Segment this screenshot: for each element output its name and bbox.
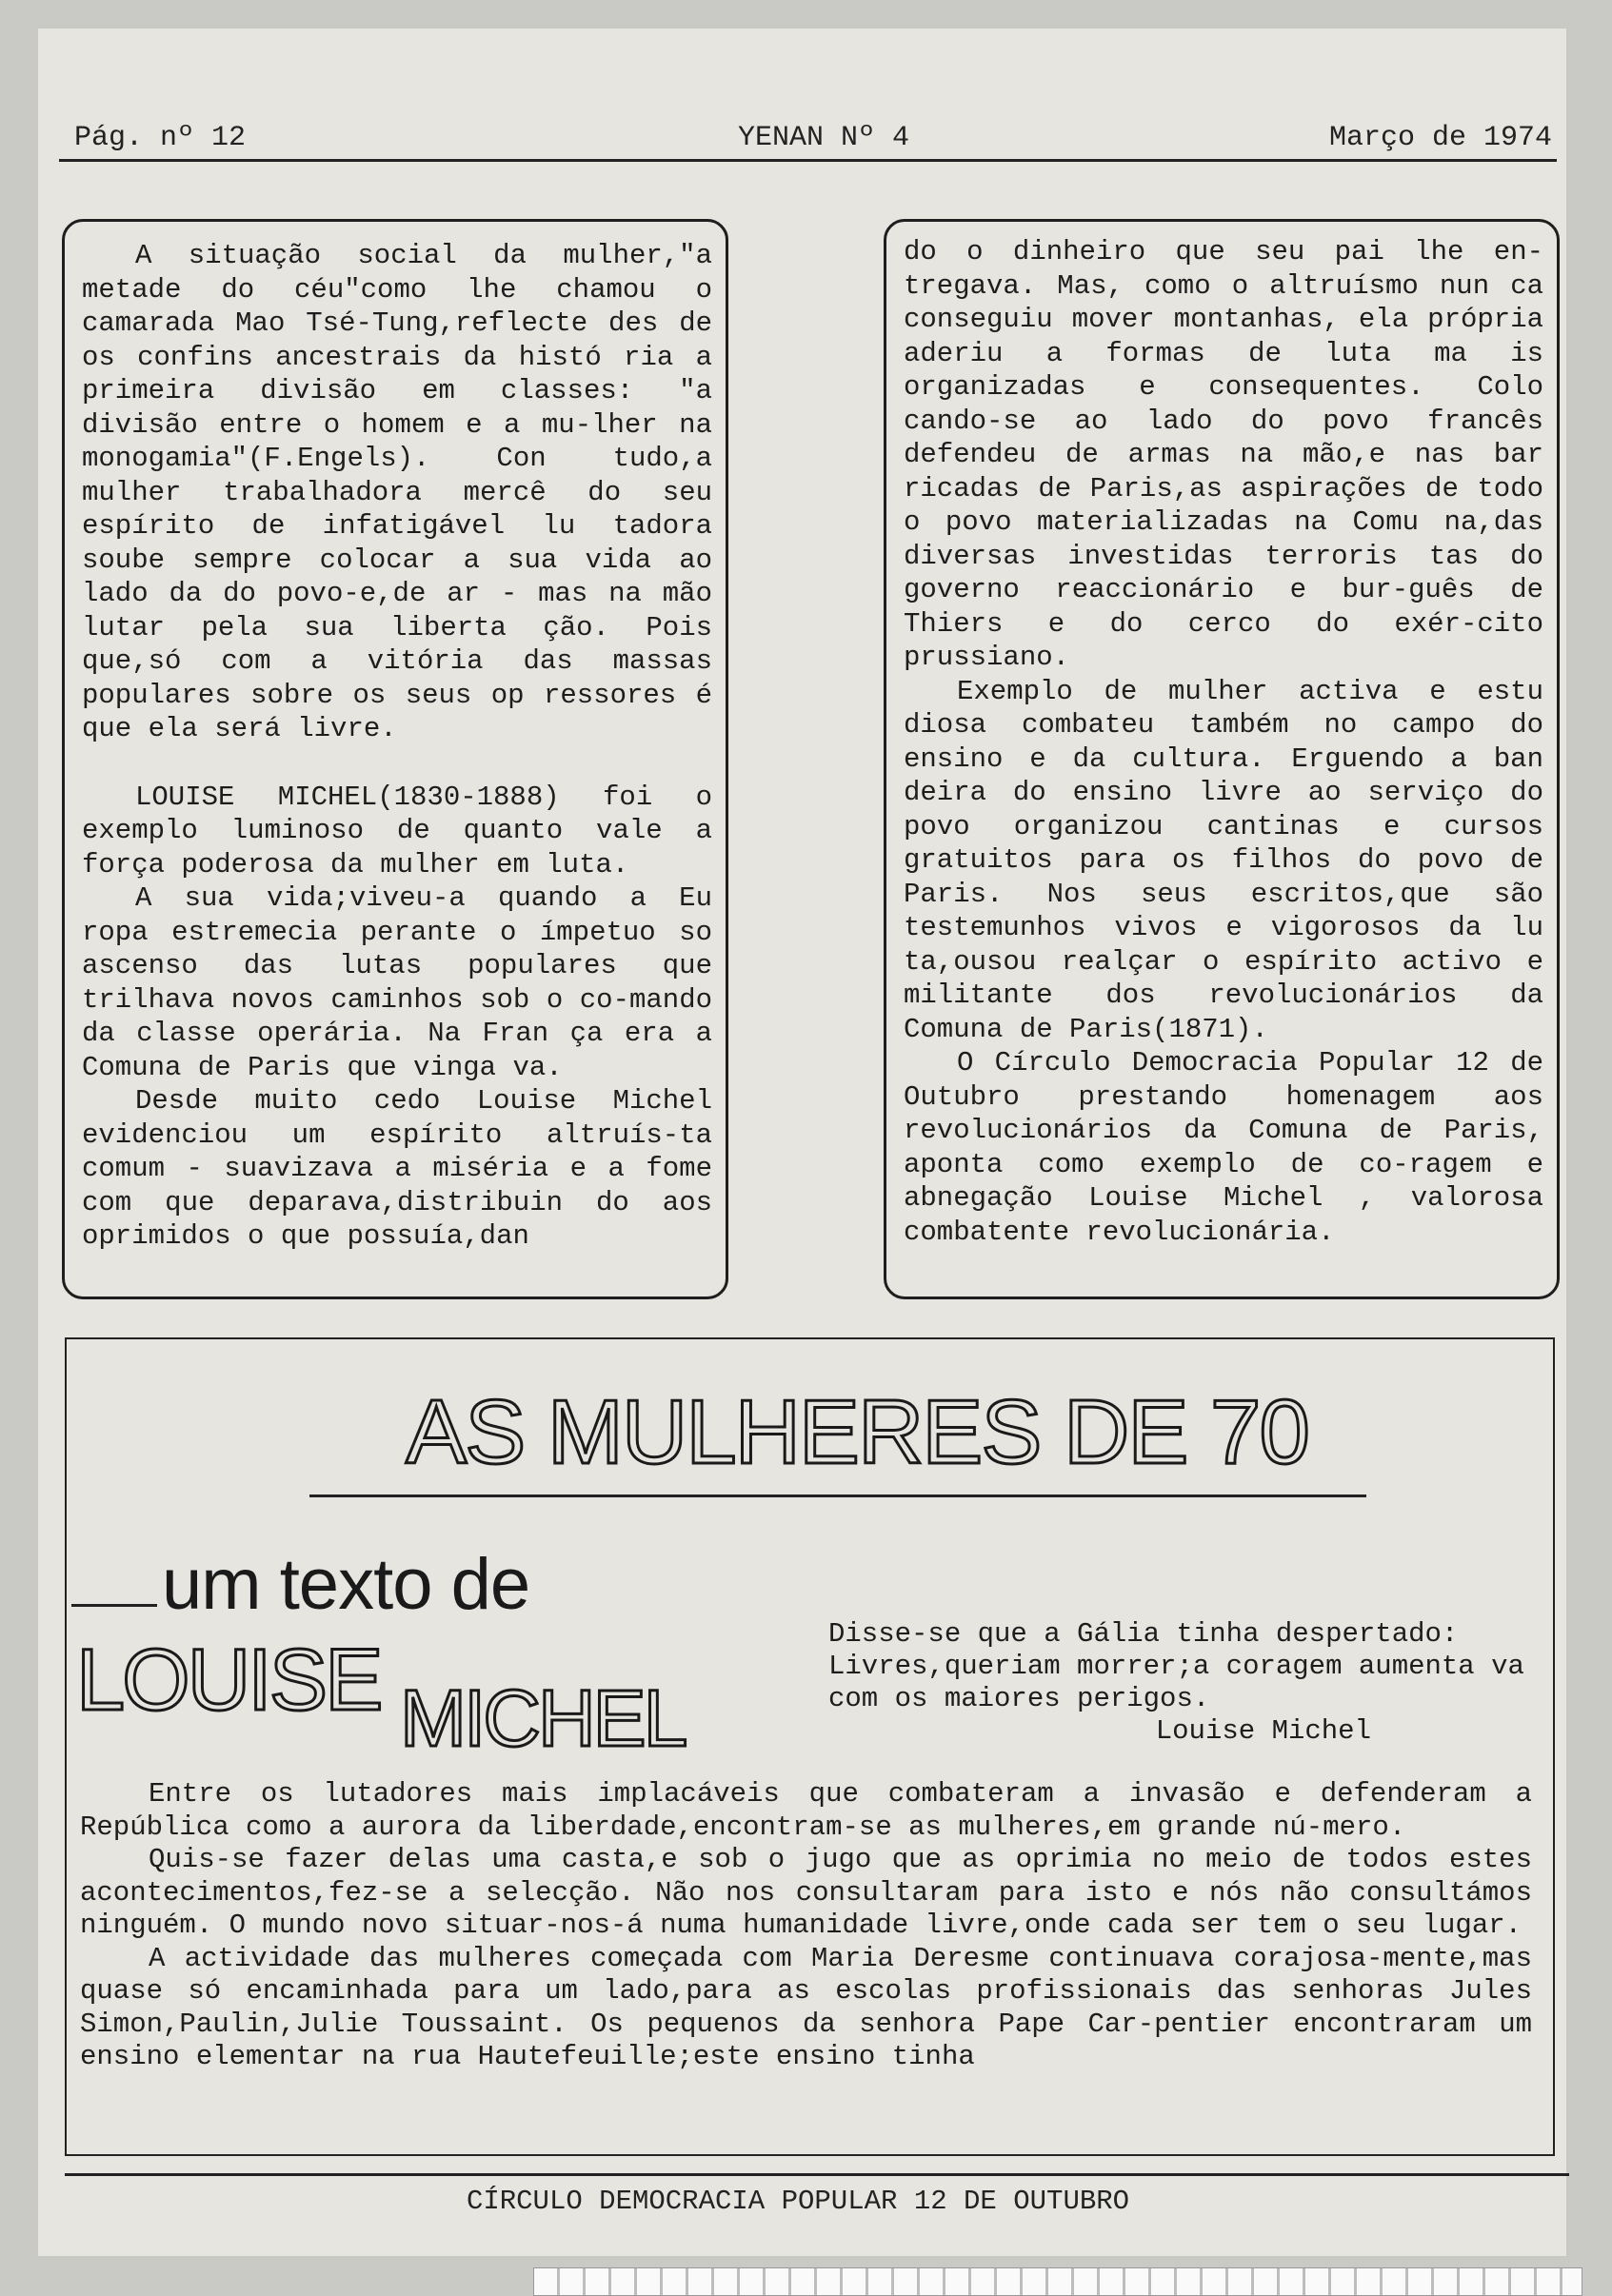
left-paragraph: A sua vida;viveu-a quando a Eu ropa estremecia perante o ímpetuo so ascenso das lutas populares que trilhava novos caminhos sob o co-mando da classe operária. Na Fran ça era a Comuna de Paris que vinga va.	[82, 882, 712, 1083]
subtitle-dash	[71, 1604, 157, 1607]
article-paragraph: A actividade das mulheres começada com Maria Deresme continuava corajosa-mente,mas quase só encaminhada para um lado,para as escolas profissionais das senhoras Jules Simon,Paulin,Julie Toussaint. Os pequenos da senhora Pape Car-pentier encontraram um ensino elementar na rua Hautefeuille;este ensino tinha	[80, 1942, 1532, 2072]
page-footer: CÍRCULO DEMOCRACIA POPULAR 12 DE OUTUBRO	[466, 2186, 1130, 2217]
header-rule	[59, 159, 1557, 162]
footer-rule	[65, 2173, 1569, 2176]
author-first-name: LOUISE	[76, 1632, 381, 1729]
right-paragraph: O Círculo Democracia Popular 12 de Outubro prestando homenagem aos revolucionários da Comuna de Paris, aponta como exemplo de co-ragem e abnegação Louise Michel , valorosa combatente revolucionária.	[904, 1047, 1543, 1248]
left-paragraph: A situação social da mulher,"a metade do céu"como lhe chamou o camarada Mao Tsé-Tung,reflecte des de os confins ancestrais da histó ria a primeira divisão em classes: "a divisão entre o homem e a mu-lher na monogamia"(F.Engels). Con tudo,a mulher trabalhadora mercê do seu espírito de infatigável lu tadora soube sempre colocar a sua vida ao lado da do povo-e,de ar - mas na mão lutar pela sua liberta ção. Pois que,só com a vitória das massas populares sobre os seus op ressores é que ela será livre.	[82, 240, 712, 744]
epigraph-author: Louise Michel	[1155, 1715, 1371, 1747]
author-last-name: MICHEL	[400, 1673, 686, 1763]
left-column-box	[62, 219, 728, 1299]
article-paragraph: Quis-se fazer delas uma casta,e sob o jugo que as oprimia no meio de todos estes acontecimentos,fez-se a selecção. Não nos consultaram para isto e nós não consultámos ninguém. O mundo novo situar-nos-á numa humanidade livre,onde cada ser tem o seu lugar.	[80, 1844, 1532, 1941]
right-column-box	[884, 219, 1560, 1299]
epigraph-text: Disse-se que a Gália tinha despertado: Livres,queriam morrer;a coragem aumenta va com os maiores perigos.	[828, 1618, 1524, 1714]
title-underline	[309, 1494, 1366, 1497]
issue-date: Março de 1974	[1328, 122, 1552, 154]
article-body	[80, 1778, 1532, 2074]
left-paragraph: Desde muito cedo Louise Michel evidenciou um espírito altruís-ta comum - suavizava a miséria e a fome com que deparava,distribuin do aos oprimidos o que possuía,dan	[82, 1085, 712, 1252]
page-number: Pág. nº 12	[74, 122, 247, 154]
issue-title: YENAN Nº 4	[738, 122, 910, 154]
left-paragraph: LOUISE MICHEL(1830-1888) foi o exemplo luminoso de quanto vale a força poderosa da mulher em luta.	[82, 781, 712, 881]
article-subtitle: um texto de	[162, 1544, 530, 1625]
right-paragraph: do o dinheiro que seu pai lhe en-tregava. Mas, como o altruísmo nun ca conseguiu mover montanhas, ela própria aderiu a formas de luta ma is organizadas e consequentes. Colo cando-se ao lado do povo francês defendeu de armas na mão,e nas bar ricadas de Paris,as aspirações de todo o povo materializadas na Comu na,das diversas investidas terroris tas do governo reaccionário e bur-guês de Thiers e do cerco do exér-cito prussiano.	[904, 236, 1543, 673]
right-paragraph: Exemplo de mulher activa e estu diosa combateu também no campo do ensino e da cultura. Erguendo a ban deira do ensino livre ao serviço do povo organizou cantinas e cursos gratuitos para os filhos do povo de Paris. Nos seus escritos,que são testemunhos vivos e vigorosos da lu ta,ousou realçar o espírito activo e militante dos revolucionários da Comuna de Paris(1871).	[904, 675, 1543, 1045]
page-header	[38, 90, 1557, 162]
article-paragraph: Entre os lutadores mais implacáveis que combateram a invasão e defenderam a República como a aurora da liberdade,encontram-se as mulheres,em grande nú-mero.	[80, 1778, 1532, 1843]
scan-ruler	[533, 2267, 1582, 2296]
article-title: AS MULHERES DE 70	[406, 1381, 1308, 1483]
epigraph	[828, 1618, 1533, 1748]
